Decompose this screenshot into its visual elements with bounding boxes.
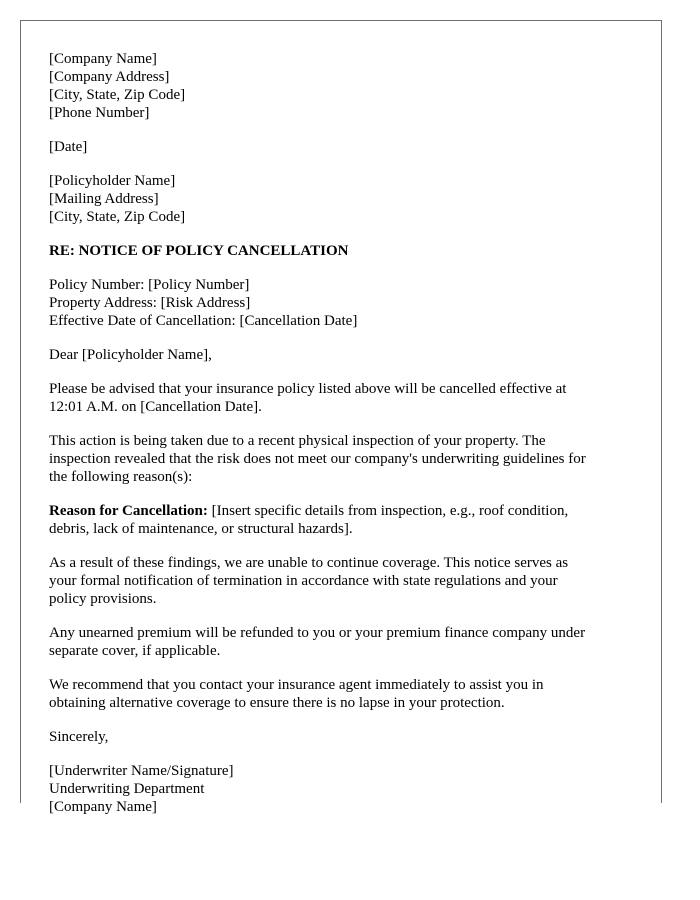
policy-number: Policy Number: [Policy Number] (49, 277, 250, 293)
recipient-city-state-zip: [City, State, Zip Code] (49, 209, 186, 225)
reason-label: Reason for Cancellation: (49, 503, 208, 519)
sender-company-name: [Company Name] (49, 51, 157, 67)
reason-first-line (49, 502, 629, 520)
signature-name: [Underwriter Name/Signature] (49, 763, 234, 779)
paragraph-line: inspection revealed that the risk does not meet our company's underwriting guidelines for (49, 451, 586, 467)
recipient-name: [Policyholder Name] (49, 173, 176, 189)
subject-line: RE: NOTICE OF POLICY CANCELLATION (49, 243, 349, 259)
closing: Sincerely, (49, 729, 109, 745)
paragraph-line: As a result of these findings, we are unable to continue coverage. This notice serves as (49, 555, 569, 571)
closing-block (49, 728, 629, 746)
paragraph-reason (49, 502, 629, 538)
effective-date: Effective Date of Cancellation: [Cancellation Date] (49, 313, 358, 329)
reason-text: [Insert specific details from inspection, e.g., roof condition, (207, 503, 569, 519)
paragraph-line: obtaining alternative coverage to ensure there is no lapse in your protection. (49, 695, 505, 711)
property-address: Property Address: [Risk Address] (49, 295, 251, 311)
signature-company: [Company Name] (49, 799, 157, 815)
letter-page (20, 20, 662, 815)
paragraph-refund (49, 624, 629, 660)
paragraph-line: policy provisions. (49, 591, 157, 607)
letter-body (49, 50, 629, 832)
paragraph-line: debris, lack of maintenance, or structural hazards]. (49, 521, 353, 537)
paragraph-line: your formal notification of termination in accordance with state regulations and your (49, 573, 558, 589)
paragraph-line: the following reason(s): (49, 469, 193, 485)
salutation: Dear [Policyholder Name], (49, 347, 212, 363)
signature-block (49, 762, 629, 816)
paragraph-inspection (49, 432, 629, 486)
sender-city-state-zip: [City, State, Zip Code] (49, 87, 186, 103)
paragraph-line: separate cover, if applicable. (49, 643, 221, 659)
salutation-block (49, 346, 629, 364)
letter-date-block (49, 138, 629, 156)
sender-phone: [Phone Number] (49, 105, 150, 121)
paragraph-line: This action is being taken due to a recent physical inspection of your property. The (49, 433, 546, 449)
paragraph-line: 12:01 A.M. on [Cancellation Date]. (49, 399, 262, 415)
paragraph-cancellation-notice (49, 380, 629, 416)
signature-department: Underwriting Department (49, 781, 205, 797)
recipient-mailing-address: [Mailing Address] (49, 191, 159, 207)
paragraph-line: We recommend that you contact your insurance agent immediately to assist you in (49, 677, 544, 693)
paragraph-recommendation (49, 676, 629, 712)
paragraph-termination (49, 554, 629, 608)
policy-details-block (49, 276, 629, 330)
paragraph-line: Please be advised that your insurance policy listed above will be cancelled effective at (49, 381, 567, 397)
recipient-address-block (49, 172, 629, 226)
letter-date: [Date] (49, 139, 88, 155)
subject-block (49, 242, 629, 260)
sender-address-block (49, 50, 629, 122)
sender-company-address: [Company Address] (49, 69, 170, 85)
paragraph-line: Any unearned premium will be refunded to you or your premium finance company under (49, 625, 586, 641)
